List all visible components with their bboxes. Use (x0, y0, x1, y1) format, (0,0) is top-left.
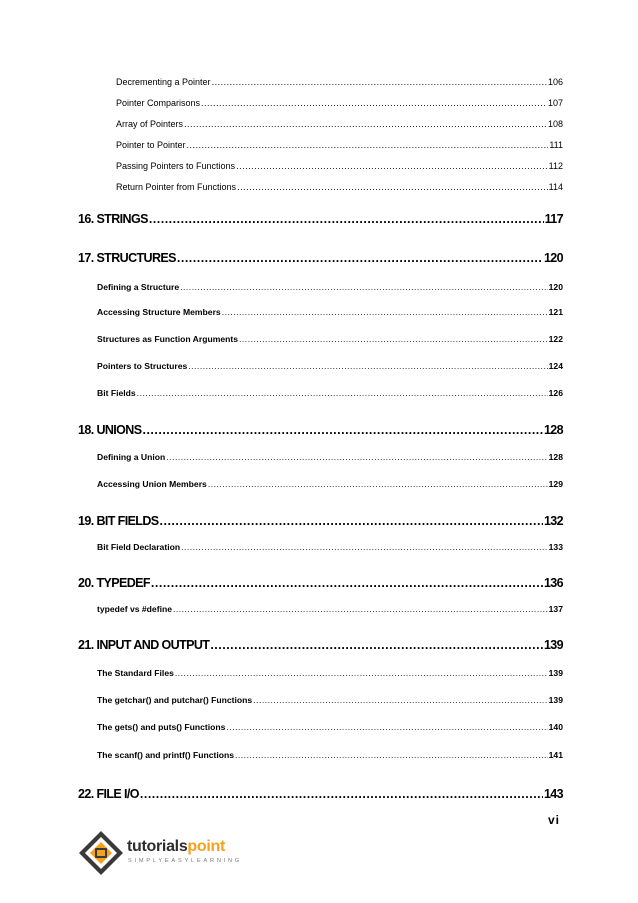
toc-dot-leader (253, 695, 547, 705)
toc-entry-title: 18. UNIONS (78, 423, 142, 437)
toc-entry-title: Bit Fields (97, 388, 136, 398)
toc-dot-leader (180, 282, 548, 292)
toc-dot-leader (187, 140, 549, 150)
toc-chapter-entry (78, 251, 563, 265)
toc-entry-page: 141 (548, 750, 563, 760)
toc-entry-page: 124 (548, 361, 563, 371)
toc-dot-leader (149, 212, 544, 226)
toc-entry-page: 117 (544, 212, 563, 226)
toc-dot-leader (181, 542, 548, 552)
toc-entry-title: 19. BIT FIELDS (78, 514, 159, 528)
toc-dot-leader (235, 750, 548, 760)
toc-entry-page: 132 (543, 514, 563, 528)
toc-entry-page: 120 (548, 282, 563, 292)
toc-entry-title: Array of Pointers (116, 119, 184, 129)
toc-entry-title: 17. STRUCTURES (78, 251, 176, 265)
toc-section-entry (97, 542, 563, 552)
toc-section-entry (116, 161, 563, 171)
toc-entry-title: Decrementing a Pointer (116, 77, 211, 87)
toc-section-entry (97, 282, 563, 292)
toc-section-entry (97, 695, 563, 705)
toc-section-entry (97, 307, 563, 317)
toc-entry-title: Pointer to Pointer (116, 140, 186, 150)
toc-entry-page: 108 (547, 119, 563, 129)
toc-entry-title: Defining a Union (97, 452, 166, 462)
toc-entry-page: 120 (543, 251, 563, 265)
toc-entry-title: The scanf() and printf() Functions (97, 750, 235, 760)
toc-chapter-entry (78, 576, 563, 590)
toc-entry-title: Structures as Function Arguments (97, 334, 239, 344)
toc-dot-leader (208, 479, 548, 489)
toc-dot-leader (173, 604, 548, 614)
toc-dot-leader (212, 77, 547, 87)
toc-dot-leader (140, 787, 543, 801)
logo-word-tutorials: tutorials (127, 838, 188, 855)
toc-entry-title: 20. TYPEDEF (78, 576, 150, 590)
toc-section-entry (97, 750, 563, 760)
toc-entry-page: 128 (543, 423, 563, 437)
toc-chapter-entry (78, 638, 563, 652)
toc-dot-leader (137, 388, 548, 398)
toc-dot-leader (239, 334, 548, 344)
toc-entry-page: 112 (548, 161, 563, 171)
toc-entry-title: Bit Field Declaration (97, 542, 181, 552)
toc-entry-title: typedef vs #define (97, 604, 172, 614)
toc-entry-page: 107 (547, 98, 563, 108)
toc-section-entry (116, 140, 563, 150)
toc-section-entry (116, 98, 563, 108)
toc-entry-page: 137 (548, 604, 563, 614)
toc-entry-page: 133 (548, 542, 563, 552)
toc-entry-page: 111 (549, 140, 563, 150)
toc-entry-page: 139 (548, 668, 563, 678)
toc-entry-title: The Standard Files (97, 668, 174, 678)
toc-entry-title: 22. FILE I/O (78, 787, 139, 801)
toc-entry-title: 21. INPUT AND OUTPUT (78, 638, 210, 652)
tutorialspoint-logo (76, 828, 256, 878)
toc-dot-leader (188, 361, 547, 371)
toc-chapter-entry (78, 212, 563, 226)
toc-section-entry (97, 388, 563, 398)
toc-dot-leader (226, 722, 547, 732)
toc-dot-leader (201, 98, 547, 108)
toc-dot-leader (151, 576, 543, 590)
toc-entry-title: Pointer Comparisons (116, 98, 201, 108)
logo-tagline: SIMPLYEASYLEARNING (128, 858, 243, 864)
toc-section-entry (97, 604, 563, 614)
toc-dot-leader (237, 182, 548, 192)
toc-entry-title: Accessing Structure Members (97, 307, 221, 317)
toc-section-entry (116, 182, 563, 192)
toc-entry-title: Return Pointer from Functions (116, 182, 237, 192)
toc-dot-leader (177, 251, 543, 265)
toc-entry-title: Pointers to Structures (97, 361, 188, 371)
toc-section-entry (116, 77, 563, 87)
logo-word-point: point (187, 838, 226, 855)
toc-entry-page: 114 (548, 182, 563, 192)
toc-dot-leader (160, 514, 543, 528)
toc-chapter-entry (78, 514, 563, 528)
toc-entry-title: The getchar() and putchar() Functions (97, 695, 253, 705)
toc-entry-page: 122 (548, 334, 563, 344)
toc-entry-title: The gets() and puts() Functions (97, 722, 226, 732)
toc-entry-page: 139 (543, 638, 563, 652)
toc-dot-leader (175, 668, 548, 678)
toc-entry-page: 128 (548, 452, 563, 462)
toc-entry-page: 129 (548, 479, 563, 489)
toc-entry-page: 143 (543, 787, 563, 801)
toc-entry-page: 126 (548, 388, 563, 398)
logo-diamond-icon (76, 828, 126, 878)
page-number: vi (548, 813, 561, 827)
toc-entry-title: 16. STRINGS (78, 212, 148, 226)
toc-dot-leader (166, 452, 547, 462)
toc-entry-page: 106 (547, 77, 563, 87)
toc-section-entry (97, 722, 563, 732)
toc-chapter-entry (78, 787, 563, 801)
toc-dot-leader (184, 119, 547, 129)
toc-entry-title: Passing Pointers to Functions (116, 161, 236, 171)
toc-entry-page: 140 (548, 722, 563, 732)
toc-section-entry (116, 119, 563, 129)
toc-dot-leader (210, 638, 543, 652)
toc-dot-leader (236, 161, 548, 171)
toc-chapter-entry (78, 423, 563, 437)
toc-section-entry (97, 668, 563, 678)
logo-wordmark (127, 838, 225, 856)
toc-entry-page: 136 (543, 576, 563, 590)
toc-section-entry (97, 452, 563, 462)
toc-entry-title: Accessing Union Members (97, 479, 207, 489)
toc-dot-leader (142, 423, 542, 437)
toc-entry-page: 121 (548, 307, 563, 317)
toc-section-entry (97, 479, 563, 489)
toc-section-entry (97, 361, 563, 371)
toc-dot-leader (222, 307, 548, 317)
toc-section-entry (97, 334, 563, 344)
toc-entry-page: 139 (548, 695, 563, 705)
toc-entry-title: Defining a Structure (97, 282, 180, 292)
